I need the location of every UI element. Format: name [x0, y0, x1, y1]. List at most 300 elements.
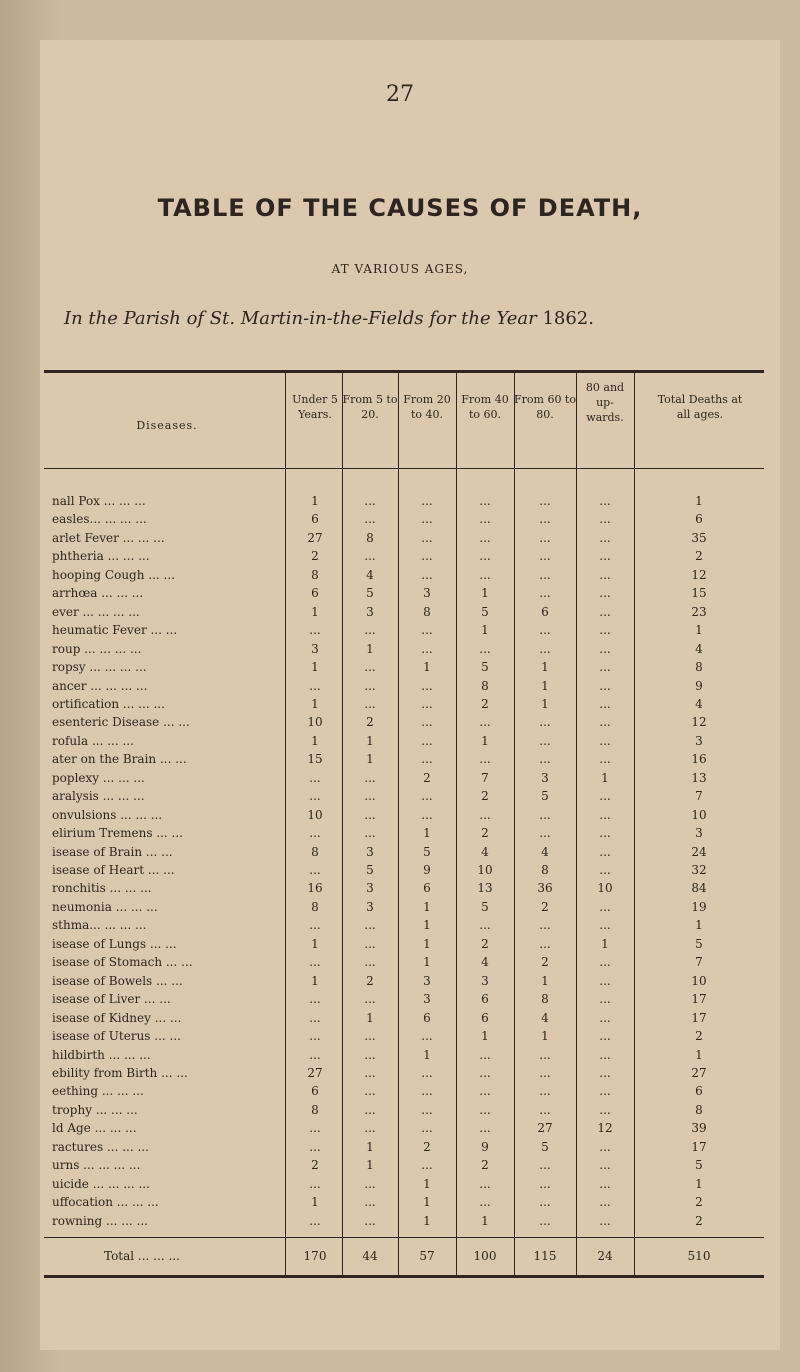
table-cell: 15 — [307, 752, 323, 767]
table-row — [0, 605, 800, 620]
table-cell: 1 — [695, 1176, 703, 1191]
disease-name: esenteric Disease ... ... — [52, 715, 190, 730]
table-cell: ... — [599, 660, 611, 675]
disease-name: sthma... ... ... ... — [52, 918, 147, 933]
table-cell: ... — [421, 715, 433, 730]
table-cell: 12 — [597, 1121, 613, 1136]
table-cell: ... — [364, 660, 376, 675]
table-cell: ... — [309, 1010, 321, 1025]
table-cell: ... — [479, 1065, 491, 1080]
table-cell: ... — [364, 1065, 376, 1080]
table-cell: ... — [364, 678, 376, 693]
table-cell: ... — [539, 1102, 551, 1117]
disease-name: isease of Kidney ... ... — [52, 1010, 182, 1025]
table-cell: 1 — [366, 1010, 374, 1025]
table-cell: 1 — [481, 733, 489, 748]
table-cell: 8 — [311, 1102, 319, 1117]
table-cell: 1 — [423, 660, 431, 675]
table-cell: 2 — [695, 549, 703, 564]
table-cell: ... — [364, 1102, 376, 1117]
table-cell: 4 — [481, 955, 489, 970]
table-cell: 8 — [541, 863, 549, 877]
table-cell: 1 — [423, 826, 431, 841]
disease-name: ortification ... ... ... — [52, 696, 165, 711]
table-cell: 6 — [311, 586, 319, 601]
table-cell: 10 — [597, 881, 613, 896]
table-cell: ... — [364, 1121, 376, 1136]
table-cell: 9 — [481, 1139, 489, 1154]
total-cell: 57 — [419, 1249, 435, 1263]
disease-name: neumonia ... ... ... — [52, 899, 158, 914]
table-cell: ... — [479, 1047, 491, 1062]
table-cell: ... — [599, 1047, 611, 1062]
table-cell: 12 — [691, 567, 707, 582]
table-cell: 24 — [691, 844, 707, 859]
table-cell: 1 — [541, 696, 549, 711]
disease-name: ever ... ... ... ... — [52, 604, 140, 619]
page-title: TABLE OF THE CAUSES OF DEATH, — [157, 194, 643, 222]
table-cell: ... — [479, 512, 491, 527]
table-cell: 5 — [481, 660, 489, 675]
table-cell: 7 — [695, 789, 703, 804]
table-cell: ... — [479, 752, 491, 767]
header-5-20: From 5 to 20. — [342, 393, 398, 421]
table-cell: ... — [421, 623, 433, 638]
table-cell: 1 — [311, 696, 319, 711]
table-row — [0, 642, 800, 657]
table-cell: ... — [479, 1102, 491, 1117]
table-cell: ... — [599, 1084, 611, 1099]
table-cell: 3 — [423, 992, 431, 1007]
table-cell: ... — [309, 992, 321, 1007]
header-40-60: From 40 to 60. — [461, 393, 509, 421]
table-cell: ... — [364, 1195, 376, 1210]
table-cell: ... — [479, 918, 491, 933]
table-cell: 1 — [423, 899, 431, 914]
table-cell: 9 — [423, 863, 431, 877]
table-cell: 10 — [307, 807, 323, 822]
table-cell: ... — [599, 567, 611, 582]
table-cell: ... — [364, 549, 376, 564]
table-cell: 6 — [481, 992, 489, 1007]
table-cell: 1 — [311, 973, 319, 988]
table-cell: 8 — [541, 992, 549, 1007]
disease-name: ater on the Brain ... ... — [52, 752, 187, 767]
disease-name: urns ... ... ... ... — [52, 1158, 141, 1173]
table-cell: ... — [539, 494, 551, 508]
table-cell: 5 — [695, 1158, 703, 1173]
table-row — [0, 918, 800, 933]
table-cell: 5 — [481, 899, 489, 914]
table-cell: ... — [599, 494, 611, 508]
page-subtitle: AT VARIOUS AGES, — [331, 262, 469, 276]
table-cell: 35 — [691, 530, 707, 545]
table-cell: ... — [364, 789, 376, 804]
page-number: 27 — [386, 82, 414, 107]
table-cell: 3 — [423, 586, 431, 601]
table-cell: 2 — [541, 899, 549, 914]
table-cell: 27 — [691, 1065, 707, 1080]
table-cell: 8 — [366, 530, 374, 545]
disease-name: uffocation ... ... ... — [52, 1195, 159, 1210]
table-cell: ... — [539, 1158, 551, 1173]
disease-name: rowning ... ... ... — [52, 1213, 148, 1228]
table-row — [0, 789, 800, 804]
table-row — [0, 974, 800, 989]
table-cell: ... — [421, 696, 433, 711]
table-cell: ... — [364, 1029, 376, 1044]
disease-name: ebility from Birth ... ... — [52, 1065, 188, 1080]
table-cell: ... — [364, 807, 376, 822]
table-row — [0, 494, 800, 509]
table-cell: ... — [479, 1195, 491, 1210]
table-cell: 6 — [423, 881, 431, 896]
table-cell: ... — [539, 1047, 551, 1062]
table-cell: 1 — [366, 733, 374, 748]
table-cell: 1 — [695, 494, 703, 508]
table-cell: 8 — [423, 604, 431, 619]
table-cell: ... — [599, 844, 611, 859]
table-cell: 2 — [541, 955, 549, 970]
table-cell: 2 — [481, 1158, 489, 1173]
disease-name: ropsy ... ... ... ... — [52, 660, 147, 675]
table-cell: 1 — [311, 1195, 319, 1210]
table-cell: 1 — [541, 660, 549, 675]
table-cell: 16 — [691, 752, 707, 767]
table-cell: ... — [364, 936, 376, 951]
table-cell: 5 — [695, 936, 703, 951]
table-cell: 8 — [695, 660, 703, 675]
table-cell: 1 — [423, 1195, 431, 1210]
table-cell: ... — [421, 1121, 433, 1136]
table-cell: 2 — [366, 973, 374, 988]
table-cell: 2 — [481, 789, 489, 804]
table-row — [0, 1066, 800, 1081]
table-row — [0, 1084, 800, 1099]
table-cell: ... — [539, 586, 551, 601]
table-cell: 1 — [366, 641, 374, 656]
table-cell: ... — [309, 863, 321, 877]
table-cell: ... — [309, 623, 321, 638]
table-cell: ... — [421, 1158, 433, 1173]
table-cell: ... — [364, 826, 376, 841]
table-cell: 1 — [423, 918, 431, 933]
table-cell: ... — [309, 826, 321, 841]
table-cell: 17 — [691, 1139, 707, 1154]
table-cell: ... — [599, 715, 611, 730]
table-cell: ... — [599, 1158, 611, 1173]
table-cell: 6 — [311, 512, 319, 527]
table-cell: ... — [309, 678, 321, 693]
table-cell: ... — [539, 1213, 551, 1228]
table-cell: 1 — [366, 1139, 374, 1154]
table-cell: ... — [421, 567, 433, 582]
table-cell: ... — [539, 1176, 551, 1191]
table-cell: ... — [539, 936, 551, 951]
parish-line — [64, 308, 594, 329]
table-cell: ... — [479, 1121, 491, 1136]
table-cell: ... — [309, 1047, 321, 1062]
table-row — [0, 845, 800, 860]
table-cell: 9 — [695, 678, 703, 693]
table-cell: ... — [364, 955, 376, 970]
table-cell: ... — [364, 1084, 376, 1099]
table-row — [0, 955, 800, 970]
disease-name: aralysis ... ... ... — [52, 789, 145, 804]
table-cell: 5 — [541, 789, 549, 804]
table-cell: ... — [539, 530, 551, 545]
table-cell: 1 — [311, 604, 319, 619]
table-cell: ... — [364, 696, 376, 711]
table-cell: ... — [364, 1176, 376, 1191]
table-cell: 1 — [423, 1213, 431, 1228]
table-cell: 1 — [481, 1213, 489, 1228]
table-cell: ... — [421, 789, 433, 804]
table-cell: ... — [599, 1102, 611, 1117]
table-cell: 7 — [481, 770, 489, 785]
header-diseases: Diseases. — [136, 419, 198, 432]
table-cell: ... — [479, 807, 491, 822]
disease-name: hooping Cough ... ... — [52, 567, 175, 582]
table-cell: ... — [309, 1029, 321, 1044]
table-cell: ... — [364, 770, 376, 785]
table-cell: 1 — [311, 494, 319, 508]
table-cell: 4 — [481, 844, 489, 859]
table-cell: ... — [539, 623, 551, 638]
table-row — [0, 697, 800, 712]
table-cell: 2 — [695, 1195, 703, 1210]
table-cell: ... — [539, 567, 551, 582]
table-cell: 8 — [695, 1102, 703, 1117]
table-cell: ... — [599, 918, 611, 933]
disease-name: rofula ... ... ... — [52, 733, 134, 748]
table-cell: ... — [599, 549, 611, 564]
table-cell: ... — [539, 641, 551, 656]
header-20-40: From 20 to 40. — [403, 393, 451, 421]
table-cell: 13 — [477, 881, 493, 896]
table-cell: 3 — [366, 881, 374, 896]
table-cell: 1 — [601, 770, 609, 785]
table-cell: ... — [421, 678, 433, 693]
table-cell: 8 — [311, 567, 319, 582]
table-cell: 36 — [537, 881, 553, 896]
table-cell: 1 — [541, 1029, 549, 1044]
table-cell: 17 — [691, 992, 707, 1007]
table-cell: ... — [599, 899, 611, 914]
table-row — [0, 937, 800, 952]
table-cell: ... — [599, 623, 611, 638]
table-cell: 1 — [541, 973, 549, 988]
table-cell: ... — [479, 1176, 491, 1191]
table-cell: 6 — [311, 1084, 319, 1099]
table-cell: ... — [421, 1029, 433, 1044]
table-cell: ... — [309, 1176, 321, 1191]
table-row — [0, 1214, 800, 1229]
table-cell: ... — [421, 807, 433, 822]
table-cell: 6 — [481, 1010, 489, 1025]
table-cell: ... — [599, 1065, 611, 1080]
table-cell: 15 — [691, 586, 707, 601]
table-row — [0, 568, 800, 583]
header-60-80: From 60 to 80. — [514, 393, 576, 421]
table-cell: ... — [421, 549, 433, 564]
table-cell: 5 — [541, 1139, 549, 1154]
table-cell: 3 — [541, 770, 549, 785]
table-cell: ... — [479, 1084, 491, 1099]
table-cell: 27 — [307, 1065, 323, 1080]
total-cell: 100 — [473, 1249, 497, 1263]
table-cell: 13 — [691, 770, 707, 785]
disease-name: poplexy ... ... ... — [52, 770, 145, 785]
table-cell: 10 — [477, 863, 493, 877]
table-cell: 6 — [423, 1010, 431, 1025]
table-cell: ... — [539, 1084, 551, 1099]
table-row — [0, 679, 800, 694]
disease-name: arlet Fever ... ... ... — [52, 530, 165, 545]
table-cell: ... — [599, 1176, 611, 1191]
table-cell: ... — [599, 863, 611, 877]
table-cell: ... — [364, 1047, 376, 1062]
table-cell: ... — [599, 955, 611, 970]
disease-name: roup ... ... ... ... — [52, 641, 142, 656]
table-cell: ... — [364, 1213, 376, 1228]
table-row — [0, 1048, 800, 1063]
table-cell: 16 — [307, 881, 323, 896]
table-cell: 1 — [481, 1029, 489, 1044]
table-cell: 39 — [691, 1121, 707, 1136]
table-cell: 1 — [695, 1047, 703, 1062]
table-row — [0, 1177, 800, 1192]
table-cell: ... — [479, 530, 491, 545]
table-cell: 2 — [481, 696, 489, 711]
table-cell: ... — [479, 715, 491, 730]
table-cell: ... — [539, 1065, 551, 1080]
table-cell: 5 — [366, 863, 374, 877]
table-cell: ... — [309, 918, 321, 933]
disease-name: heumatic Fever ... ... — [52, 623, 178, 638]
disease-name: ronchitis ... ... ... — [52, 881, 152, 896]
table-cell: ... — [599, 696, 611, 711]
total-cell: 115 — [533, 1249, 557, 1263]
table-cell: 1 — [695, 623, 703, 638]
table-cell: 1 — [541, 678, 549, 693]
table-cell: 2 — [695, 1213, 703, 1228]
table-cell: 4 — [695, 696, 703, 711]
table-cell: 2 — [423, 1139, 431, 1154]
disease-name: uicide ... ... ... ... — [52, 1176, 150, 1191]
year: 1862. — [542, 308, 594, 329]
table-cell: ... — [599, 1139, 611, 1154]
table-cell: 27 — [537, 1121, 553, 1136]
table-total-rule — [44, 1237, 764, 1238]
total-cell: 170 — [303, 1249, 327, 1263]
table-cell: 12 — [691, 715, 707, 730]
table-row — [0, 549, 800, 564]
disease-name: ld Age ... ... ... — [52, 1121, 137, 1136]
table-cell: 1 — [481, 586, 489, 601]
table-cell: 2 — [481, 936, 489, 951]
table-cell: ... — [539, 733, 551, 748]
table-cell: ... — [479, 494, 491, 508]
table-cell: 8 — [481, 678, 489, 693]
total-cell: 510 — [687, 1249, 711, 1263]
table-cell: ... — [539, 752, 551, 767]
table-cell: 3 — [366, 604, 374, 619]
table-cell: 1 — [481, 623, 489, 638]
table-cell: ... — [364, 992, 376, 1007]
disease-name: hildbirth ... ... ... — [52, 1047, 151, 1062]
table-cell: 1 — [423, 955, 431, 970]
table-cell: ... — [479, 641, 491, 656]
table-cell: ... — [599, 1029, 611, 1044]
table-row — [0, 715, 800, 730]
table-cell: ... — [599, 1195, 611, 1210]
table-cell: 1 — [695, 918, 703, 933]
table-row — [0, 771, 800, 786]
table-cell: 3 — [311, 641, 319, 656]
table-cell: ... — [599, 586, 611, 601]
disease-name: isease of Liver ... ... — [52, 992, 171, 1007]
table-cell: 6 — [541, 604, 549, 619]
table-cell: 5 — [366, 586, 374, 601]
table-cell: ... — [539, 549, 551, 564]
table-header-rule — [44, 468, 764, 469]
table-cell: ... — [421, 530, 433, 545]
table-cell: ... — [479, 549, 491, 564]
disease-name: ractures ... ... ... — [52, 1139, 149, 1154]
table-cell: ... — [309, 1139, 321, 1154]
table-cell: 1 — [311, 733, 319, 748]
table-cell: ... — [599, 604, 611, 619]
table-row — [0, 1140, 800, 1155]
table-row — [0, 900, 800, 915]
table-cell: ... — [599, 530, 611, 545]
table-cell: 17 — [691, 1010, 707, 1025]
table-cell: ... — [599, 807, 611, 822]
table-row — [0, 586, 800, 601]
disease-name: trophy ... ... ... — [52, 1102, 138, 1117]
table-cell: 10 — [691, 973, 707, 988]
table-cell: ... — [599, 992, 611, 1007]
table-cell: ... — [364, 918, 376, 933]
table-row — [0, 1103, 800, 1118]
table-cell: ... — [421, 1102, 433, 1117]
disease-name: eething ... ... ... — [52, 1084, 144, 1099]
table-cell: 3 — [366, 899, 374, 914]
table-row — [0, 660, 800, 675]
table-row — [0, 1158, 800, 1173]
parish-text: In the Parish of St. Martin-in-the-Fields for the Year — [64, 308, 537, 329]
table-cell: 2 — [311, 1158, 319, 1173]
table-cell: ... — [539, 512, 551, 527]
table-cell: ... — [539, 918, 551, 933]
table-cell: 2 — [366, 715, 374, 730]
table-cell: ... — [421, 641, 433, 656]
table-cell: 6 — [695, 1084, 703, 1099]
table-row — [0, 992, 800, 1007]
table-cell: ... — [599, 1010, 611, 1025]
table-cell: ... — [599, 733, 611, 748]
table-cell: 7 — [695, 955, 703, 970]
table-row — [0, 881, 800, 896]
table-row — [0, 863, 800, 878]
disease-name: isease of Heart ... ... — [52, 863, 175, 877]
table-cell: 10 — [307, 715, 323, 730]
table-cell: 1 — [311, 936, 319, 951]
table-cell: ... — [599, 641, 611, 656]
table-cell: ... — [421, 512, 433, 527]
table-cell: ... — [309, 770, 321, 785]
